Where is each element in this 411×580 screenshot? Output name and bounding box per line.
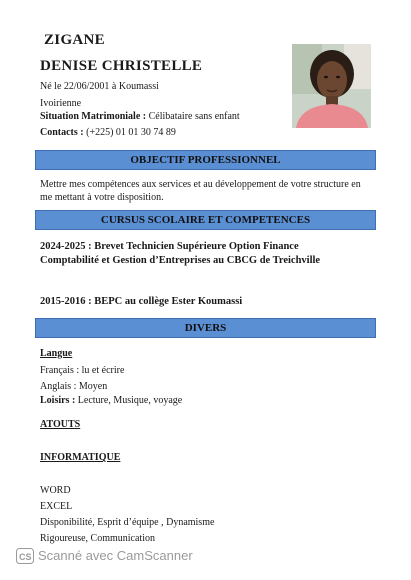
qualites-line-2: Rigoureuse, Communication	[40, 533, 155, 544]
profile-photo	[292, 44, 371, 128]
section-header-objectif: OBJECTIF PROFESSIONNEL	[35, 150, 376, 170]
section-header-cursus: CURSUS SCOLAIRE ET COMPETENCES	[35, 210, 376, 230]
objectif-text: Mettre mes compétences aux services et au développement de votre structure en me mettant à votre disposition.	[40, 179, 361, 203]
contacts-label: Contacts :	[40, 127, 84, 138]
cursus-item-bepc: 2015-2016 : BEPC au collège Ester Koumassi	[40, 296, 243, 307]
loisirs	[40, 394, 182, 407]
section-header-divers: DIVERS	[35, 318, 376, 338]
surname: ZIGANE	[44, 32, 105, 48]
contacts-value: (+225) 01 01 30 74 89	[83, 127, 176, 138]
atouts-heading: ATOUTS	[40, 419, 81, 430]
skill-word: WORD	[40, 485, 71, 496]
qualites-line-1: Disponibilité, Esprit d’équipe , Dynamisme	[40, 517, 215, 528]
birth-info: Né le 22/06/2001 à Koumassi	[40, 81, 159, 92]
langue-anglais: Anglais : Moyen	[40, 381, 108, 392]
langue-heading: Langue	[40, 348, 73, 359]
given-names: DENISE CHRISTELLE	[40, 58, 203, 74]
loisirs-value: Lecture, Musique, voyage	[75, 395, 183, 406]
camscanner-logo-icon	[16, 548, 34, 564]
camscanner-watermark: Scanné avec CamScanner	[38, 548, 193, 563]
nationality: Ivoirienne	[40, 98, 82, 109]
skill-excel: EXCEL	[40, 501, 73, 512]
marital-value: Célibataire sans enfant	[146, 111, 240, 122]
langue-francais: Français : lu et écrire	[40, 365, 125, 376]
svg-text:CS: CS	[19, 552, 32, 562]
marital-status	[40, 110, 240, 123]
loisirs-label: Loisirs :	[40, 395, 76, 406]
marital-label: Situation Matrimoniale :	[40, 111, 147, 122]
informatique-heading: INFORMATIQUE	[40, 452, 121, 463]
cursus-item-bts: 2024-2025 : Brevet Technicien Supérieure Option Finance Comptabilité et Gestion d’Entreprises au CBCG de Treichville	[40, 241, 321, 266]
contacts	[40, 126, 176, 139]
